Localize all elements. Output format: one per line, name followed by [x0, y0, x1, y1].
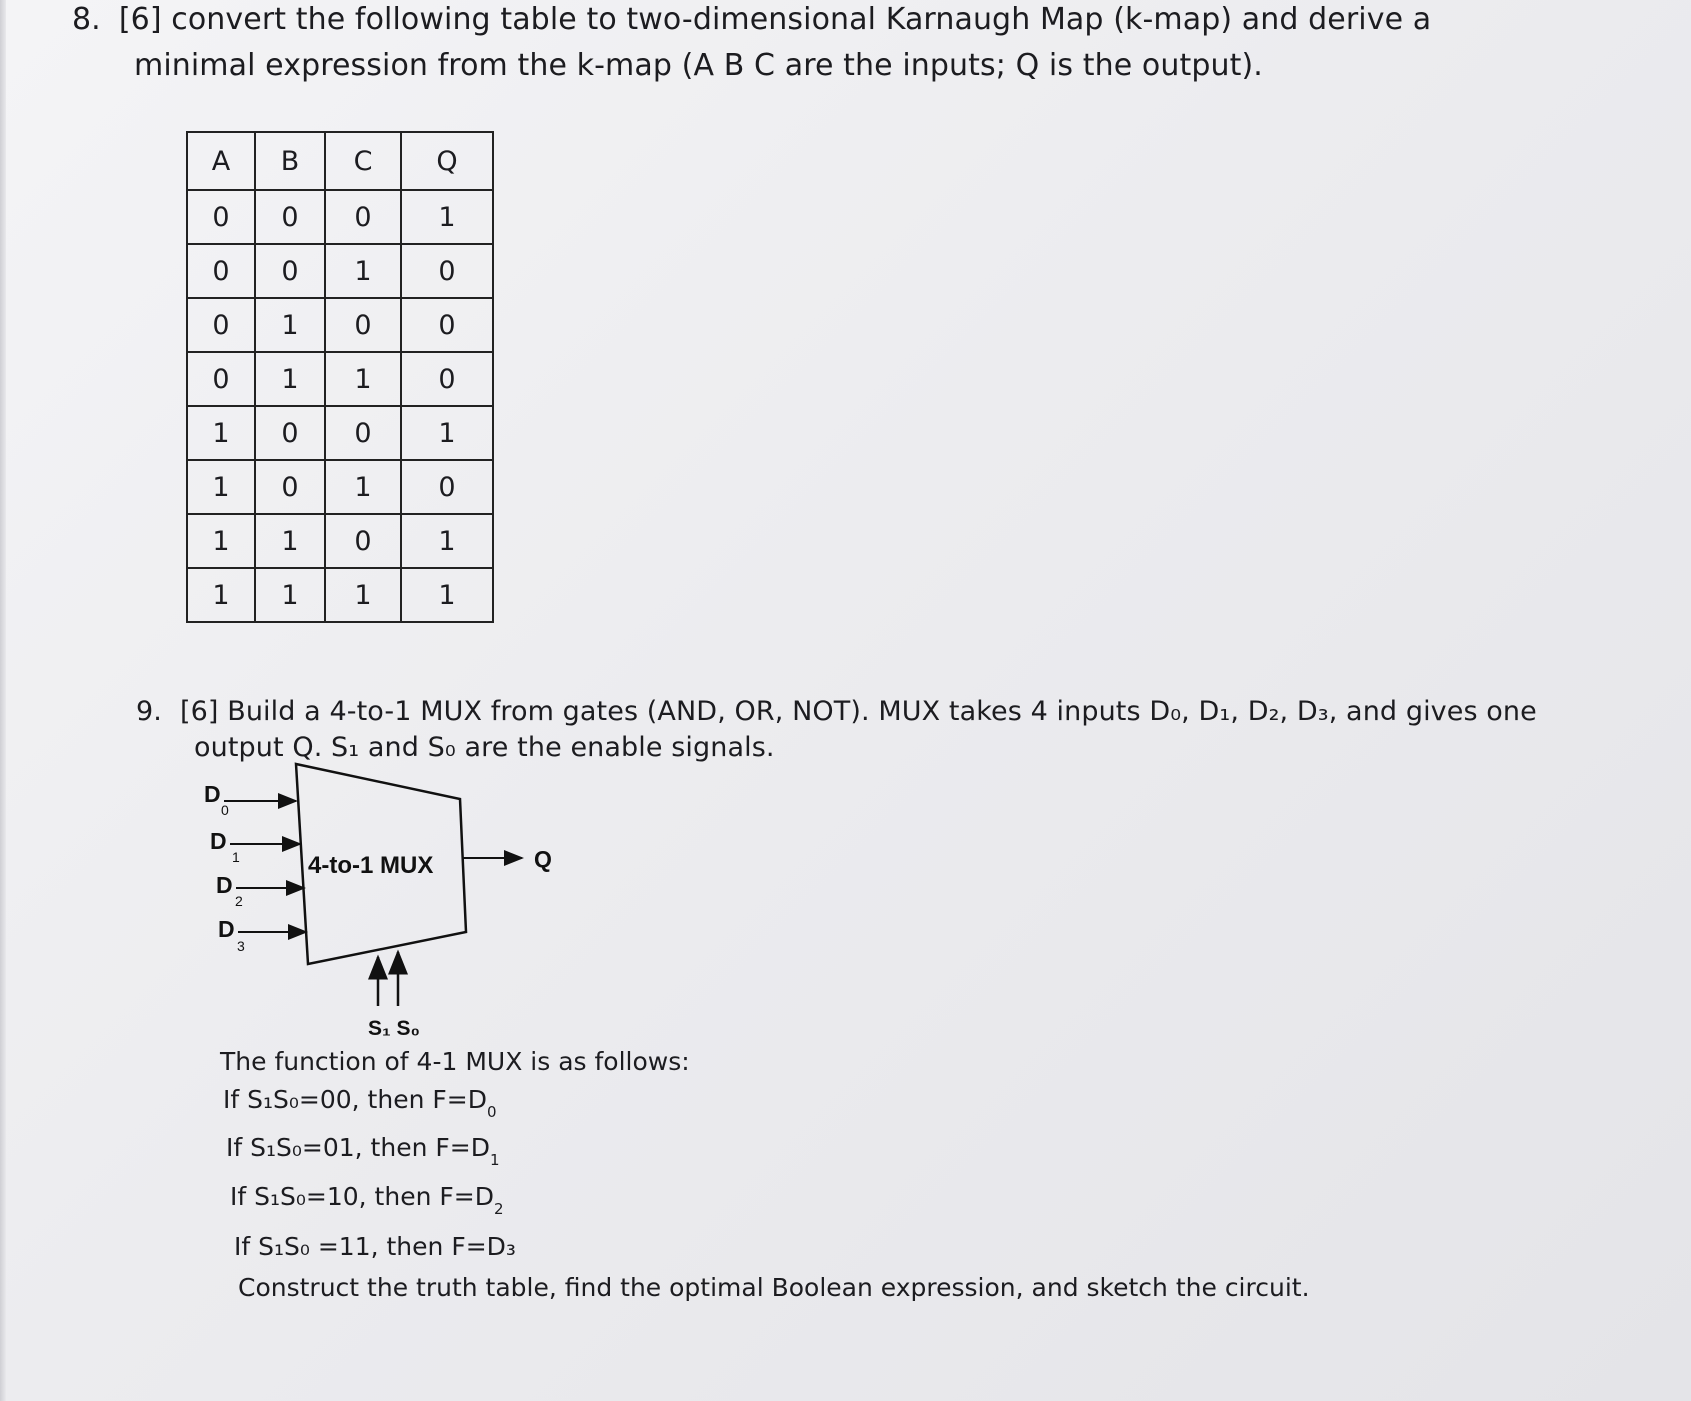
cell-q: 1 [401, 514, 493, 568]
d3-sub: 3 [237, 938, 245, 954]
d2-sub: 2 [235, 893, 243, 909]
case-01-sub: 1 [489, 1151, 500, 1169]
table-row [187, 514, 493, 568]
cell-c: 1 [325, 244, 401, 298]
cell-q: 0 [401, 352, 493, 406]
case-11-text: If S₁S₀ =11, then F=D₃ [234, 1232, 516, 1261]
case-01 [226, 1133, 500, 1175]
cell-c: 1 [325, 568, 401, 622]
cell-a: 1 [187, 568, 255, 622]
cell-a: 1 [187, 460, 255, 514]
cell-a: 1 [187, 406, 255, 460]
cell-q: 0 [401, 298, 493, 352]
function-intro: The function of 4-1 MUX is as follows: [220, 1047, 690, 1076]
cell-q: 1 [401, 568, 493, 622]
case-10-sub: 2 [493, 1200, 504, 1218]
table-row [187, 190, 493, 244]
cell-b: 1 [255, 298, 325, 352]
table-row [187, 298, 493, 352]
d1-sub: 1 [232, 849, 240, 865]
table-row [187, 352, 493, 406]
case-10 [230, 1182, 504, 1224]
select-label: S₁ S₀ [368, 1017, 420, 1040]
header-c: C [325, 132, 401, 190]
cell-q: 1 [401, 406, 493, 460]
cell-a: 0 [187, 298, 255, 352]
cell-b: 1 [255, 514, 325, 568]
cell-b: 1 [255, 568, 325, 622]
cell-a: 0 [187, 190, 255, 244]
page-edge [0, 0, 6, 1401]
cell-a: 1 [187, 514, 255, 568]
cell-c: 1 [325, 352, 401, 406]
mux-diagram [190, 755, 610, 1045]
cell-b: 0 [255, 190, 325, 244]
instruction: Construct the truth table, find the optimal Boolean expression, and sketch the circuit. [238, 1273, 1310, 1302]
q9-number: 9. [136, 696, 162, 727]
case-10-text: If S₁S₀=10, then F=D [230, 1182, 494, 1211]
cell-q: 0 [401, 244, 493, 298]
q8-line1 [72, 2, 1431, 38]
header-b: B [255, 132, 325, 190]
case-00-sub: 0 [486, 1103, 497, 1121]
truth-table-header [187, 132, 493, 190]
cell-a: 0 [187, 352, 255, 406]
q8-number: 8. [72, 2, 101, 37]
header-a: A [187, 132, 255, 190]
cell-b: 1 [255, 352, 325, 406]
cell-q: 0 [401, 460, 493, 514]
table-row [187, 460, 493, 514]
mux-block-label: 4-to-1 MUX [308, 852, 434, 879]
case-00-text: If S₁S₀=00, then F=D [223, 1085, 487, 1114]
truth-table [186, 131, 494, 623]
q9-text-line1: [6] Build a 4-to-1 MUX from gates (AND, OR, NOT). MUX takes 4 inputs D₀, D₁, D₂, D₃, and gives one [179, 696, 1537, 727]
cell-c: 0 [325, 298, 401, 352]
cell-c: 0 [325, 190, 401, 244]
d1-label: D [210, 828, 227, 854]
q9-text-line2: output Q. S₁ and S₀ are the enable signals. [194, 732, 775, 763]
cell-q: 1 [401, 190, 493, 244]
cell-b: 0 [255, 460, 325, 514]
q8-text-line1: [6] convert the following table to two-dimensional Karnaugh Map (k-map) and derive a [118, 2, 1432, 37]
table-row [187, 244, 493, 298]
case-01-text: If S₁S₀=01, then F=D [226, 1133, 490, 1162]
cell-c: 1 [325, 460, 401, 514]
cell-c: 0 [325, 514, 401, 568]
d0-label: D [204, 781, 221, 807]
q8-text-line2: minimal expression from the k-map (A B C are the inputs; Q is the output). [134, 48, 1263, 83]
table-row [187, 406, 493, 460]
q9-line1 [136, 694, 1537, 730]
cell-b: 0 [255, 406, 325, 460]
case-00 [223, 1085, 497, 1127]
d2-label: D [216, 872, 233, 898]
cell-c: 0 [325, 406, 401, 460]
cell-b: 0 [255, 244, 325, 298]
header-q: Q [401, 132, 493, 190]
table-row [187, 568, 493, 622]
d3-label: D [218, 916, 235, 942]
case-11 [234, 1232, 516, 1262]
d0-sub: 0 [221, 802, 229, 818]
output-label: Q [534, 846, 552, 872]
cell-a: 0 [187, 244, 255, 298]
